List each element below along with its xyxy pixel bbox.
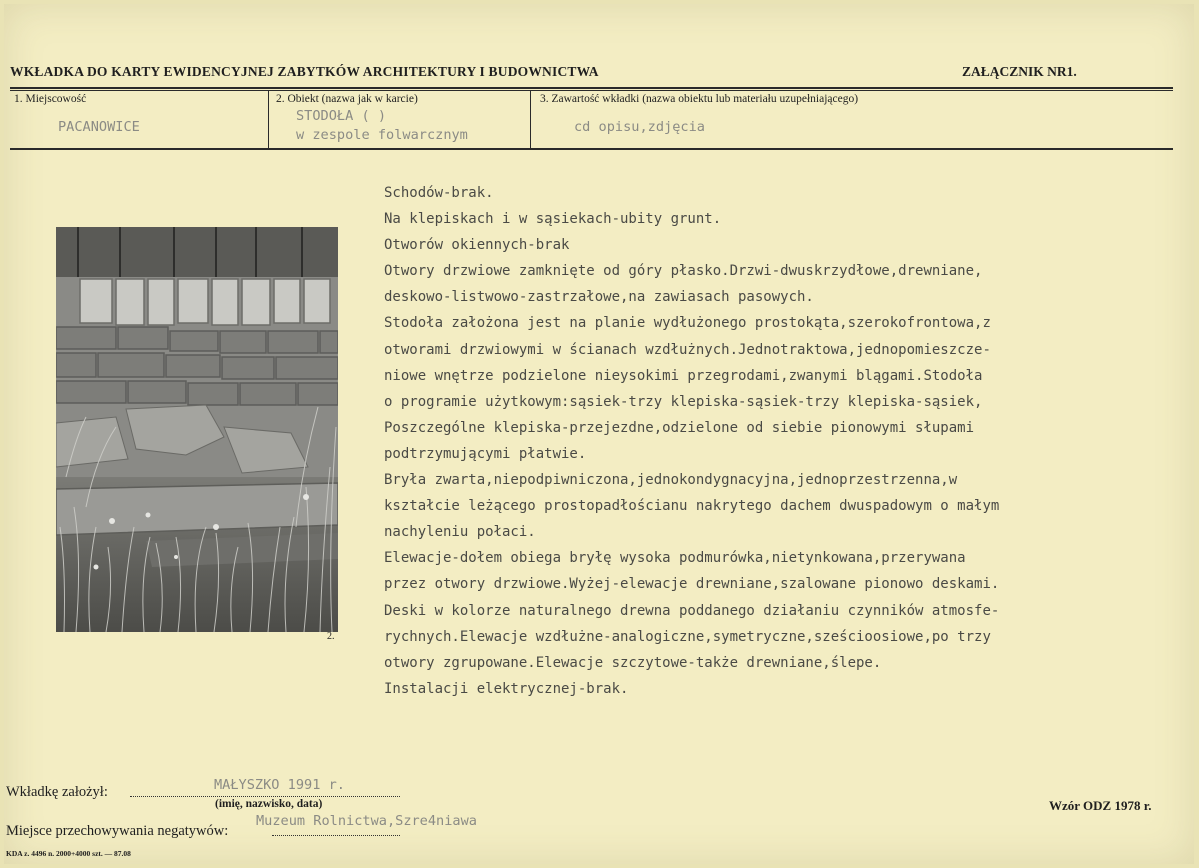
header-rule-top (10, 87, 1173, 89)
header-rule-thin (10, 90, 1173, 91)
annex-label (962, 64, 1077, 80)
negatives-label: Miejsce przechowywania negatywów: (6, 823, 229, 839)
description-line: podtrzymującymi płatwie. (384, 445, 587, 462)
locality-label: 1. Miejscowość (14, 93, 87, 105)
description-line: Schodów-brak. (384, 185, 494, 201)
object-value-line1: STODOŁA ( ) (296, 108, 387, 124)
negatives-value: Muzeum Rolnictwa,Szre4niawa (256, 813, 477, 829)
fields-divider-1 (268, 90, 269, 148)
content-value: cd opisu,zdjęcia (574, 119, 705, 135)
locality-value: PACANOWICE (58, 119, 140, 135)
negatives-dotline (272, 835, 400, 836)
photo-number: 2. (327, 631, 335, 642)
description-text (384, 180, 999, 702)
description-line: przez otwory drzwiowe.Wyżej-elewacje drewniane,szalowane pionowo deskami. (384, 576, 1000, 593)
description-line: otwory zgrupowane.Elewacje szczytowe-także drewniane,ślepe. (384, 654, 882, 671)
description-line: otworami drzwiowymi w ścianach wzdłużnych.Jednotraktowa,jednopomieszcze- (384, 341, 991, 358)
created-by-caption: (imię, nazwisko, data) (215, 798, 323, 810)
description-line: Poszczególne klepiska-przejezdne,odzielone od siebie pionowymi słupami (384, 419, 975, 436)
created-by-label: Wkładkę założył: (6, 784, 108, 800)
card-title: WKŁADKA DO KARTY EWIDENCYJNEJ ZABYTKÓW ARCHITEKTURY I BUDOWNICTWA (10, 64, 599, 79)
description-line: Elewacje-dołem obiega bryłę wysoka podmurówka,nietynkowana,przerywana (384, 550, 966, 567)
description-line: nachyleniu połaci. (384, 524, 536, 541)
description-line: kształcie leżącego prostopadłościanu nakrytego dachem dwuspadowym o małym (384, 498, 1000, 515)
barn-photo-image (56, 227, 338, 632)
created-by-value: MAŁYSZKO 1991 r. (214, 777, 345, 793)
description-line: rychnych.Elewacje wzdłużne-analogiczne,symetryczne,sześcioosiowe,po trzy (384, 628, 991, 645)
annex-number: 1. (1066, 64, 1077, 79)
print-info: KDA z. 4496 n. 2000+4000 szt. — 87.08 (6, 849, 131, 858)
description-line: Otworów okiennych-brak (384, 237, 570, 254)
description-line: Deski w kolorze naturalnego drewna poddanego działaniu czynników atmosfe- (384, 602, 1000, 619)
fields-rule-bottom (10, 148, 1173, 150)
barn-foundation-photo (56, 227, 338, 632)
description-line: Stodoła założona jest na planie wydłużonego prostokąta,szerokofrontowa,z (384, 315, 991, 332)
form-model: Wzór ODZ 1978 r. (1049, 798, 1152, 813)
description-line: Bryła zwarta,niepodpiwniczona,jednokondygnacyjna,jednoprzestrzenna,w (384, 472, 958, 489)
annex-text: ZAŁĄCZNIK NR (962, 64, 1067, 79)
description-line: niowe wnętrze podzielone nieysokimi przegrodami,zwanymi blągami.Stodoła (384, 367, 983, 384)
description-line: Na klepiskach i w sąsiekach-ubity grunt. (384, 211, 722, 228)
object-label: 2. Obiekt (nazwa jak w karcie) (276, 93, 418, 105)
created-by-dotline (130, 796, 400, 797)
description-line: Otwory drzwiowe zamknięte od góry płasko.Drzwi-dwuskrzydłowe,drewniane, (384, 263, 983, 280)
fields-divider-2 (530, 90, 531, 148)
description-line: Instalacji elektrycznej-brak. (384, 680, 629, 697)
object-value-line2: w zespole folwarcznym (296, 127, 468, 143)
description-line: o programie użytkowym:sąsiek-trzy klepiska-sąsiek-trzy klepiska-sąsiek, (384, 393, 983, 410)
content-label: 3. Zawartość wkładki (nazwa obiektu lub materiału uzupełniającego) (540, 93, 859, 105)
description-line: deskowo-listwowo-zastrzałowe,na zawiasach pasowych. (384, 289, 814, 306)
